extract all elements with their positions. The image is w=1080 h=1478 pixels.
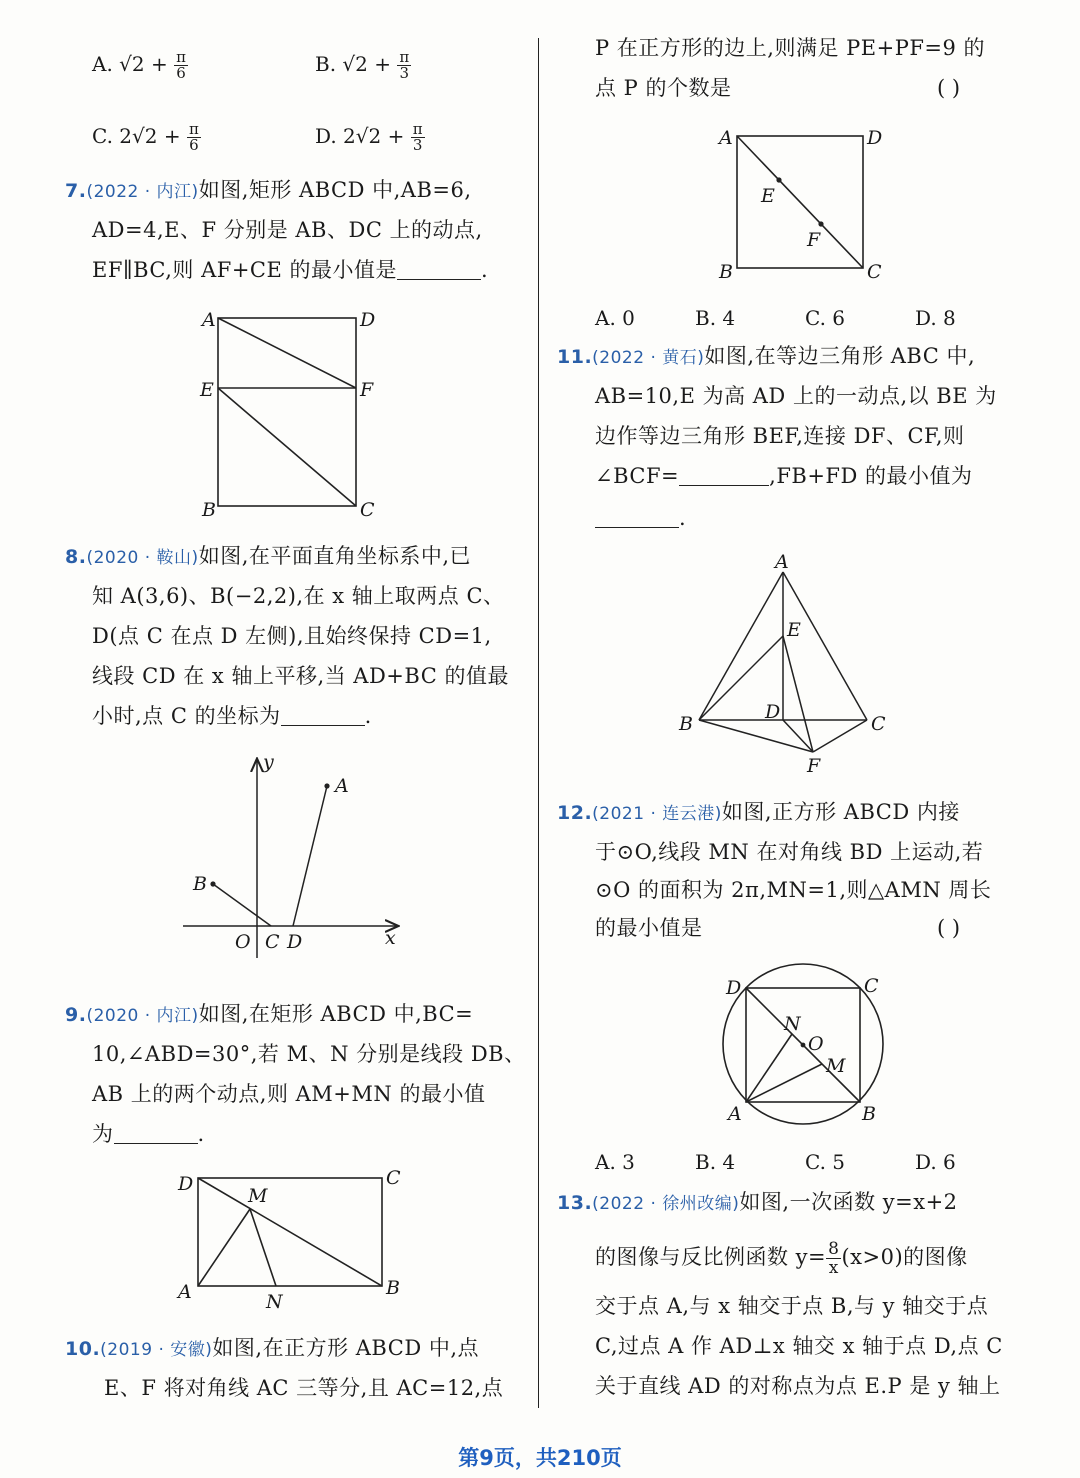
q7-line-2: AD=4,E、F 分别是 AB、DC 上的动点, [92, 218, 483, 242]
q9-line-mn [250, 1209, 276, 1286]
q7-line-1 [65, 176, 472, 206]
q10-label-a: A [719, 127, 733, 149]
q13-line-4: C,过点 A 作 AD⊥x 轴交 x 轴于点 D,点 C [595, 1334, 1003, 1358]
q9-diagonal-db [198, 1178, 382, 1286]
q8-label-a: A [335, 775, 349, 797]
q7-answer-blank[interactable] [397, 259, 481, 280]
q11-text-4b: ,FB+FD 的最小值为 [769, 464, 973, 488]
q11-source: (2022 · 黄石) [592, 348, 705, 368]
q13-line-1 [557, 1188, 958, 1218]
q11-text-4a: ∠BCF= [595, 464, 680, 488]
q8-label-y: y [263, 751, 274, 773]
q8-line-1 [65, 542, 471, 572]
q12-figure [710, 960, 900, 1130]
q6-a-frac [174, 50, 188, 81]
q11-period: . [679, 506, 687, 530]
q12-line-an [746, 1034, 792, 1102]
q7-label-b: B [202, 499, 216, 521]
q11-label-a: A [775, 551, 789, 573]
q11-line-bf [699, 720, 813, 752]
q10-label-b: B [719, 261, 733, 283]
q11-line-ab [699, 572, 783, 720]
q13-text-1: 如图,一次函数 y=x+2 [739, 1190, 958, 1214]
q12-label-b: B [862, 1103, 876, 1125]
q11-label-c: C [871, 713, 886, 735]
q8-point-b [210, 881, 215, 886]
q11-line-3: 边作等边三角形 BEF,连接 DF、CF,则 [595, 424, 965, 448]
q8-line-2: 知 A(3,6)、B(−2,2),在 x 轴上取两点 C、 [92, 584, 505, 608]
q8-label-c: C [265, 931, 280, 953]
q6-d-num: π [412, 120, 423, 138]
q8-text-1: 如图,在平面直角坐标系中,已 [198, 544, 472, 568]
q9-label-n: N [266, 1291, 283, 1312]
q6-option-a [92, 50, 188, 81]
q11-line-ac [783, 572, 867, 720]
q7-label-d: D [360, 309, 376, 331]
q13-line-3: 交于点 A,与 x 轴交于点 B,与 y 轴交于点 [595, 1294, 989, 1318]
q10-label-f: F [807, 229, 821, 251]
q11-line-2: AB=10,E 为高 AD 上的一动点,以 BE 为 [595, 384, 997, 408]
q12-option-a[interactable]: A. 3 [595, 1150, 635, 1174]
q6-c-num: π [188, 120, 199, 138]
q7-line-af [218, 318, 356, 388]
q6-c-den: 6 [189, 136, 199, 154]
q11-answer-blank-2[interactable] [595, 507, 679, 528]
q9-line-2: 10,∠ABD=30°,若 M、N 分别是线段 DB、 [92, 1042, 526, 1066]
q6-d-text: D. 2√2 + [315, 124, 405, 148]
q10-number: 10. [65, 1338, 101, 1360]
q12-option-b[interactable]: B. 4 [695, 1150, 736, 1174]
q6-option-c [92, 122, 201, 153]
q7-label-f: F [360, 379, 374, 401]
q13-source: (2022 · 徐州改编) [592, 1194, 740, 1214]
q10-label-d: D [867, 127, 883, 149]
q11-label-f: F [807, 755, 821, 777]
q7-text-1: 如图,矩形 ABCD 中,AB=6, [198, 178, 472, 202]
q6-a-text: A. √2 + [92, 52, 168, 76]
q7-line-3 [92, 256, 488, 284]
q9-line-3: AB 上的两个动点,则 AM+MN 的最小值 [92, 1082, 486, 1106]
q6-d-frac [411, 122, 425, 153]
q9-period: . [197, 1122, 205, 1146]
q9-label-m: M [248, 1185, 268, 1207]
q6-b-den: 3 [399, 64, 410, 82]
q10-option-b[interactable]: B. 4 [695, 306, 736, 330]
q12-source: (2021 · 连云港) [592, 804, 722, 824]
q8-label-b: B [193, 873, 207, 895]
q12-number: 12. [557, 802, 593, 824]
q11-line-5 [595, 504, 686, 532]
q10-point-e [776, 177, 781, 182]
q8-line-4: 线段 CD 在 x 轴上平移,当 AD+BC 的值最 [92, 664, 509, 688]
q10-option-d[interactable]: D. 8 [915, 306, 956, 330]
q9-answer-blank[interactable] [114, 1123, 198, 1144]
q13-fraction [826, 1240, 841, 1277]
q13-text-2a: 的图像与反比例函数 y= [595, 1245, 827, 1269]
q7-source: (2022 · 内江) [86, 182, 199, 202]
q11-answer-blank-1[interactable] [679, 465, 769, 486]
q12-label-m: M [826, 1055, 846, 1077]
column-divider [538, 38, 539, 1408]
q7-figure [190, 300, 390, 525]
q8-answer-blank[interactable] [281, 705, 365, 726]
q10-option-a[interactable]: A. 0 [595, 306, 635, 330]
q12-label-a: A [728, 1103, 742, 1125]
q10-point-f [818, 221, 823, 226]
q11-label-d: D [765, 701, 781, 723]
q12-label-d: D [726, 977, 742, 999]
q8-number: 8. [65, 546, 87, 568]
q10-option-c[interactable]: C. 6 [805, 306, 846, 330]
q11-line-4 [595, 462, 973, 490]
q12-line-3: ⊙O 的面积为 2π,MN=1,则△AMN 周长 [595, 878, 992, 902]
q10-text-1: 如图,在正方形 ABCD 中,点 [212, 1336, 480, 1360]
q8-line-ad [293, 786, 327, 926]
q9-source: (2020 · 内江) [86, 1006, 199, 1026]
q10-figure [705, 118, 895, 288]
q13-frac-num: 8 [828, 1239, 840, 1259]
q10-answer-paren[interactable]: ( ) [937, 76, 961, 100]
q11-line-1 [557, 342, 975, 372]
q7-number: 7. [65, 180, 87, 202]
q10-label-e: E [761, 185, 775, 207]
q8-figure [175, 748, 405, 958]
q9-number: 9. [65, 1004, 87, 1026]
q9-text-4: 为 [92, 1122, 114, 1146]
q13-text-2b: (x>0)的图像 [841, 1245, 968, 1269]
q13-number: 13. [557, 1192, 593, 1214]
q9-label-d: D [178, 1173, 194, 1195]
q6-c-text: C. 2√2 + [92, 124, 181, 148]
q13-line-2 [595, 1240, 968, 1277]
q9-line-4 [92, 1120, 205, 1148]
q12-label-o: O [808, 1033, 824, 1055]
q8-label-d: D [287, 931, 303, 953]
q10-line-4: 点 P 的个数是 [595, 76, 732, 100]
q9-line-1 [65, 1000, 473, 1030]
q11-label-e: E [787, 619, 801, 641]
q12-line-1 [557, 798, 960, 828]
q9-label-a: A [178, 1281, 192, 1303]
q10-diagonal-ac [737, 136, 863, 268]
q10-line-2: E、F 将对角线 AC 三等分,且 AC=12,点 [104, 1376, 504, 1400]
q9-text-1: 如图,在矩形 ABCD 中,BC= [198, 1002, 474, 1026]
q6-b-text: B. √2 + [315, 52, 391, 76]
q8-line-3: D(点 C 在点 D 左侧),且始终保持 CD=1, [92, 624, 492, 648]
q12-line-2: 于⊙O,线段 MN 在对角线 BD 上运动,若 [595, 840, 984, 864]
q12-answer-paren[interactable]: ( ) [937, 916, 961, 940]
q10-line-3: P 在正方形的边上,则满足 PE+PF=9 的 [595, 36, 986, 60]
q6-b-num: π [399, 48, 410, 66]
q12-point-o [801, 1043, 806, 1048]
q7-label-e: E [200, 379, 214, 401]
q11-line-ef [783, 636, 813, 752]
q11-figure [675, 548, 895, 778]
q8-line-bc [213, 884, 271, 926]
q12-line-am [746, 1064, 822, 1102]
q13-frac-den: x [828, 1258, 839, 1278]
q12-label-n: N [784, 1013, 801, 1035]
q7-line-ec [218, 388, 356, 506]
q6-option-b [315, 50, 411, 81]
q12-text-1: 如图,正方形 ABCD 内接 [721, 800, 960, 824]
q12-line-4: 的最小值是 [595, 916, 703, 940]
q11-label-b: B [679, 713, 693, 735]
q8-point-a [324, 783, 329, 788]
q10-source: (2019 · 安徽) [100, 1340, 213, 1360]
q8-text-5: 小时,点 C 的坐标为 [92, 704, 281, 728]
q9-line-am [198, 1209, 250, 1286]
q9-label-c: C [386, 1167, 401, 1189]
q8-line-5 [92, 702, 372, 730]
q6-d-den: 3 [412, 136, 423, 154]
q9-figure [170, 1162, 410, 1312]
q7-label-a: A [202, 309, 216, 331]
q8-source: (2020 · 鞍山) [86, 548, 199, 568]
q11-number: 11. [557, 346, 593, 368]
q13-line-5: 关于直线 AD 的对称点为点 E.P 是 y 轴上 [595, 1374, 1001, 1398]
q6-a-den: 6 [176, 64, 186, 82]
page-footer: 第9页，共210页 [458, 1446, 622, 1470]
q8-label-x: x [385, 927, 396, 949]
q12-label-c: C [864, 975, 879, 997]
q12-option-c[interactable]: C. 5 [805, 1150, 846, 1174]
q7-label-c: C [360, 499, 375, 521]
q12-option-d[interactable]: D. 6 [915, 1150, 956, 1174]
q6-b-frac [397, 50, 411, 81]
q6-option-d [315, 122, 425, 153]
q6-c-frac [187, 122, 201, 153]
q11-text-1: 如图,在等边三角形 ABC 中, [704, 344, 976, 368]
q10-line-1 [65, 1334, 479, 1364]
q9-label-b: B [386, 1277, 400, 1299]
q7-rect [218, 318, 356, 506]
q11-line-cf [813, 720, 867, 752]
q8-period: . [364, 704, 372, 728]
q8-label-o: O [235, 931, 251, 953]
q7-text-3: EF∥BC,则 AF+CE 的最小值是 [92, 258, 397, 282]
q7-period: . [481, 258, 489, 282]
q6-a-num: π [176, 48, 186, 66]
q10-label-c: C [867, 261, 882, 283]
